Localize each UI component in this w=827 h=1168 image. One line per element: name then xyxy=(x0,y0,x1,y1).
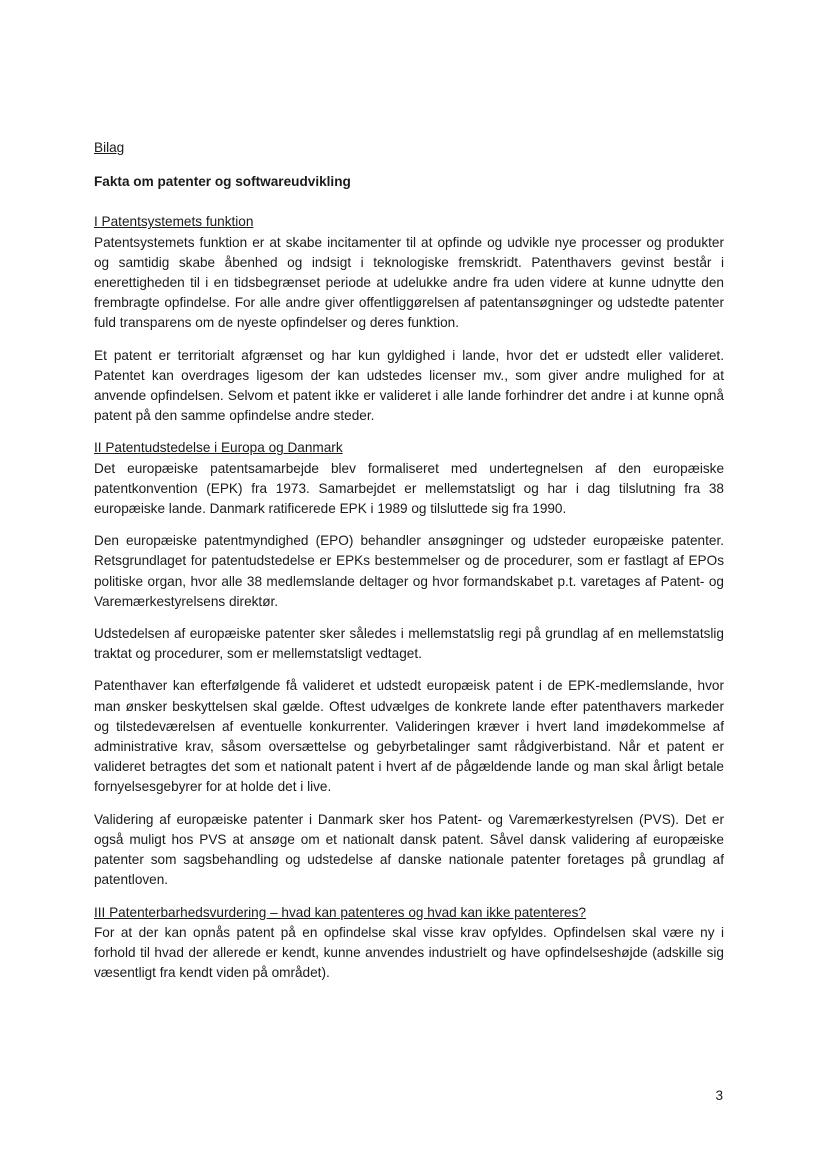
document-title: Fakta om patenter og softwareudvikling xyxy=(94,174,351,190)
page-number: 3 xyxy=(715,1088,723,1103)
paragraph: For at der kan opnås patent på en opfindelse skal visse krav opfyldes. Opfindelsen skal være ny i forhold til hvad der allerede er kendt, kunne anvendes industrielt og have opfindelseshøjde (adskille sig væsentligt fra kendt viden på området). xyxy=(94,924,724,981)
paragraph: Patentsystemets funktion er at skabe incitamenter til at opfinde og udvikle nye processer og produkter og samtidig skabe åbenhed og indsigt i teknologiske fremskridt. Patenthavers gevinst består i enerettigheden til i en tidsbegrænset periode at udelukke andre fra uden videre at kunne udnytte den frembragte opfindelse. For alle andre giver offentliggørelsen af patentansøgninger og udstedte patenter fuld transparens om de nyeste opfindelser og deres funktion. xyxy=(94,234,724,331)
document-page xyxy=(94,138,724,995)
paragraph: Patenthaver kan efterfølgende få valideret et udstedt europæisk patent i de EPK-medlemslande, hvor man ønsker beskyttelsen skal gælde. Oftest udvælges de konkrete lande efter patenthavers markeder og tilstedeværelsen af eventuelle konkurrenter. Valideringen kræver i hvert land imødekommelse af administrative krav, såsom oversættelse og gebyrbetalinger samt rådgiverbistand. Når et patent er valideret betragtes det som et nationalt patent i hvert af de pågældende lande og man skal årligt betale fornyelsesgebyrer for at holde det i live. xyxy=(94,678,724,795)
section-1 xyxy=(94,212,724,426)
section-heading: III Patenterbarhedsvurdering – hvad kan patenteres og hvad kan ikke patenteres? xyxy=(94,904,586,920)
paragraph: Validering af europæiske patenter i Danmark sker hos Patent- og Varemærkestyrelsen (PVS). Det er også muligt hos PVS at ansøge om et nationalt dansk patent. Såvel dansk validering af europæiske patenter som sagsbehandling og udstedelse af danske nationale patenter foretages på grundlag af patentloven. xyxy=(94,811,724,888)
section-3 xyxy=(94,903,724,984)
paragraph: Et patent er territorialt afgrænset og har kun gyldighed i lande, hvor det er udstedt eller valideret. Patentet kan overdrages ligesom der kan udstedes licenser mv., som giver andre mulighed for at anvende opfindelsen. Selvom et patent ikke er valideret i alle lande forhindrer det andre i at kunne opnå patent på den samme opfindelse andre steder. xyxy=(94,347,724,424)
section-heading: II Patentudstedelse i Europa og Danmark xyxy=(94,440,343,456)
appendix-label: Bilag xyxy=(94,140,125,155)
section-heading: I Patentsystemets funktion xyxy=(94,214,254,230)
paragraph: Den europæiske patentmyndighed (EPO) behandler ansøgninger og udsteder europæiske patenter. Retsgrundlaget for patentudstedelse er EPKs bestemmelser og de procedurer, som er fastlagt af EPOs politiske organ, hvor alle 38 medlemslande deltager og hvor formandskabet p.t. varetages af Patent- og Varemærkestyrelsens direktør. xyxy=(94,533,724,609)
paragraph: Det europæiske patentsamarbejde blev formaliseret med undertegnelsen af den europæiske patentkonvention (EPK) fra 1973. Samarbejdet er mellemstatsligt og har i dag tilslutning fra 38 europæiske lande. Danmark ratificerede EPK i 1989 og tilsluttede sig fra 1990. xyxy=(94,460,724,517)
paragraph: Udstedelsen af europæiske patenter sker således i mellemstatslig regi på grundlag af en mellemstatslig traktat og procedurer, som er mellemstatsligt vedtaget. xyxy=(94,626,724,662)
section-2 xyxy=(94,438,724,890)
